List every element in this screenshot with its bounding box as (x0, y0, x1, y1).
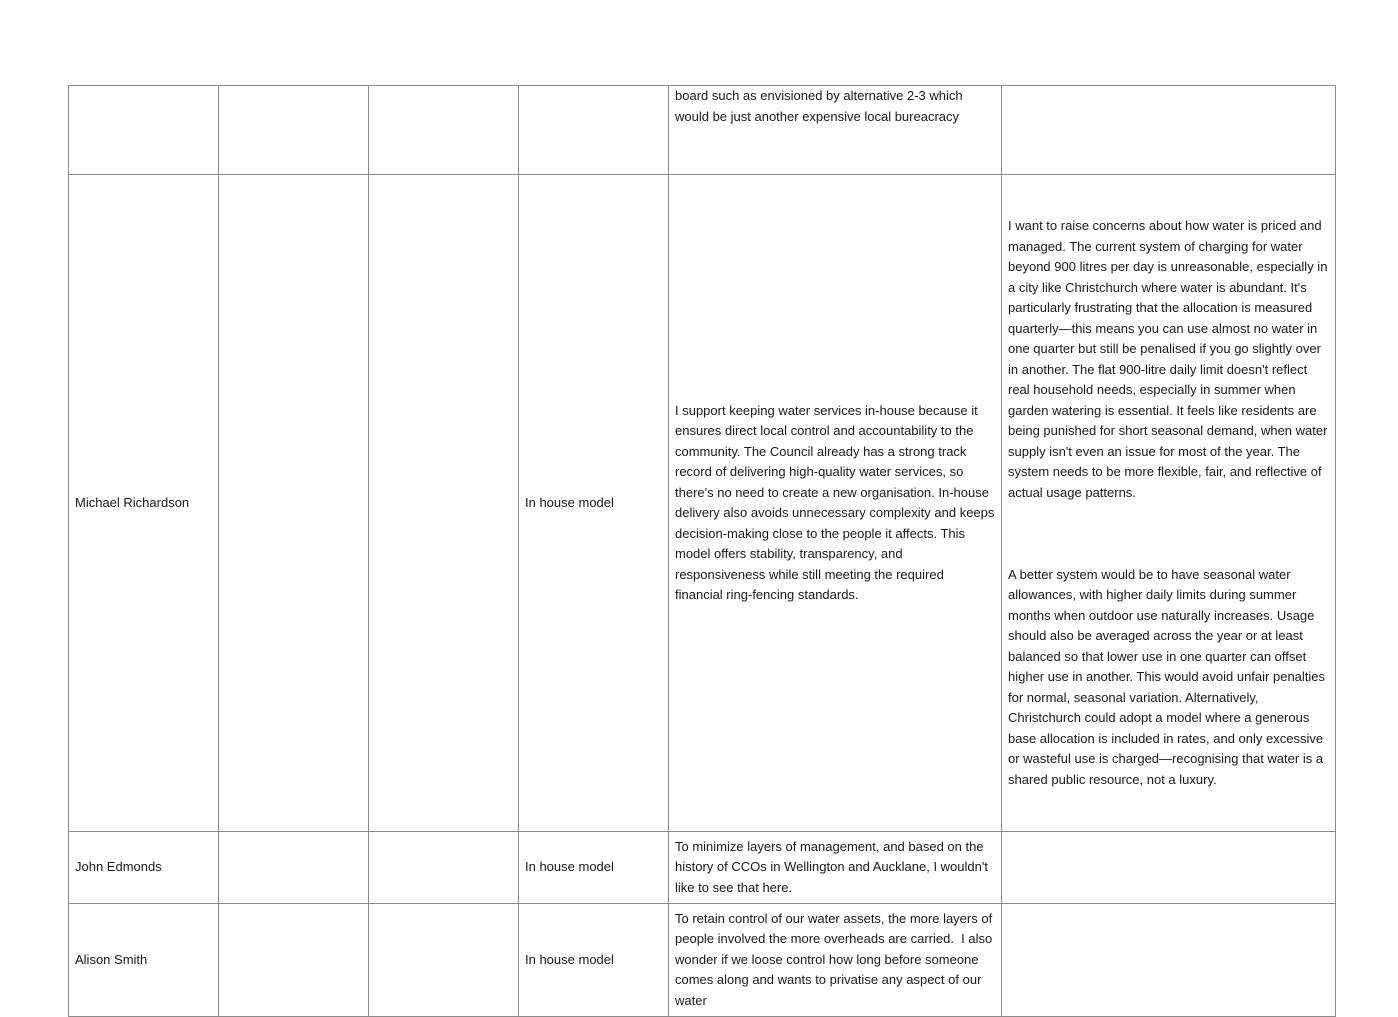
submissions-table (68, 85, 1336, 1017)
empty-cell (369, 175, 519, 832)
empty-cell (219, 86, 369, 175)
option-cell: In house model (519, 904, 669, 1017)
name-cell: John Edmonds (69, 832, 219, 904)
table-row (69, 832, 1336, 904)
option-cell: In house model (519, 175, 669, 832)
name-cell (69, 86, 219, 175)
option-cell: In house model (519, 832, 669, 904)
empty-cell (369, 904, 519, 1017)
reason-cell: I support keeping water services in-house because it ensures direct local control and accountability to the community. The Council already has a strong track record of delivering high-quality water services, so there's no need to create a new organisation. In-house delivery also avoids unnecessary complexity and keeps decision-making close to the people it affects. This model offers stability, transparency, and responsiveness while still meeting the required financial ring-fencing standards. (669, 175, 1002, 832)
reason-cell: To retain control of our water assets, the more layers of people involved the more overheads are carried. I also wonder if we loose control how long before someone comes along and wants to privatise any aspect of our water (669, 904, 1002, 1017)
comment-paragraph: I want to raise concerns about how water is priced and managed. The current system of charging for water beyond 900 litres per day is unreasonable, especially in a city like Christchurch where water is abundant. It's particularly frustrating that the allocation is measured quarterly—this means you can use almost no water in one quarter but still be penalised if you go slightly over in another. The flat 900-litre daily limit doesn't reflect real household needs, especially in summer when garden watering is essential. It feels like residents are being punished for short seasonal demand, when water supply isn't even an issue for most of the year. The system needs to be more flexible, fair, and reflective of actual usage patterns. (1008, 218, 1332, 500)
reason-cell: board such as envisioned by alternative 2-3 which would be just another expensive local bureacracy (669, 86, 1002, 175)
empty-cell (219, 832, 369, 904)
comments-cell (1002, 904, 1336, 1017)
empty-cell (369, 832, 519, 904)
empty-cell (219, 175, 369, 832)
table-row (69, 904, 1336, 1017)
empty-cell (369, 86, 519, 175)
option-cell (519, 86, 669, 175)
name-cell: Alison Smith (69, 904, 219, 1017)
reason-cell: To minimize layers of management, and based on the history of CCOs in Wellington and Aucklane, I wouldn't like to see that here. (669, 832, 1002, 904)
comments-cell (1002, 175, 1336, 832)
comments-cell (1002, 86, 1336, 175)
empty-cell (219, 904, 369, 1017)
comments-cell (1002, 832, 1336, 904)
table-row (69, 86, 1336, 175)
name-cell: Michael Richardson (69, 175, 219, 832)
table-row (69, 175, 1336, 832)
comment-paragraph: A better system would be to have seasonal water allowances, with higher daily limits during summer months when outdoor use naturally increases. Usage should also be averaged across the year or at least balanced so that lower use in one quarter can offset higher use in another. This would avoid unfair penalties for normal, seasonal variation. Alternatively, Christchurch could adopt a model where a generous base allocation is included in rates, and only excessive or wasteful use is charged—recognising that water is a shared public resource, not a luxury. (1008, 566, 1329, 787)
